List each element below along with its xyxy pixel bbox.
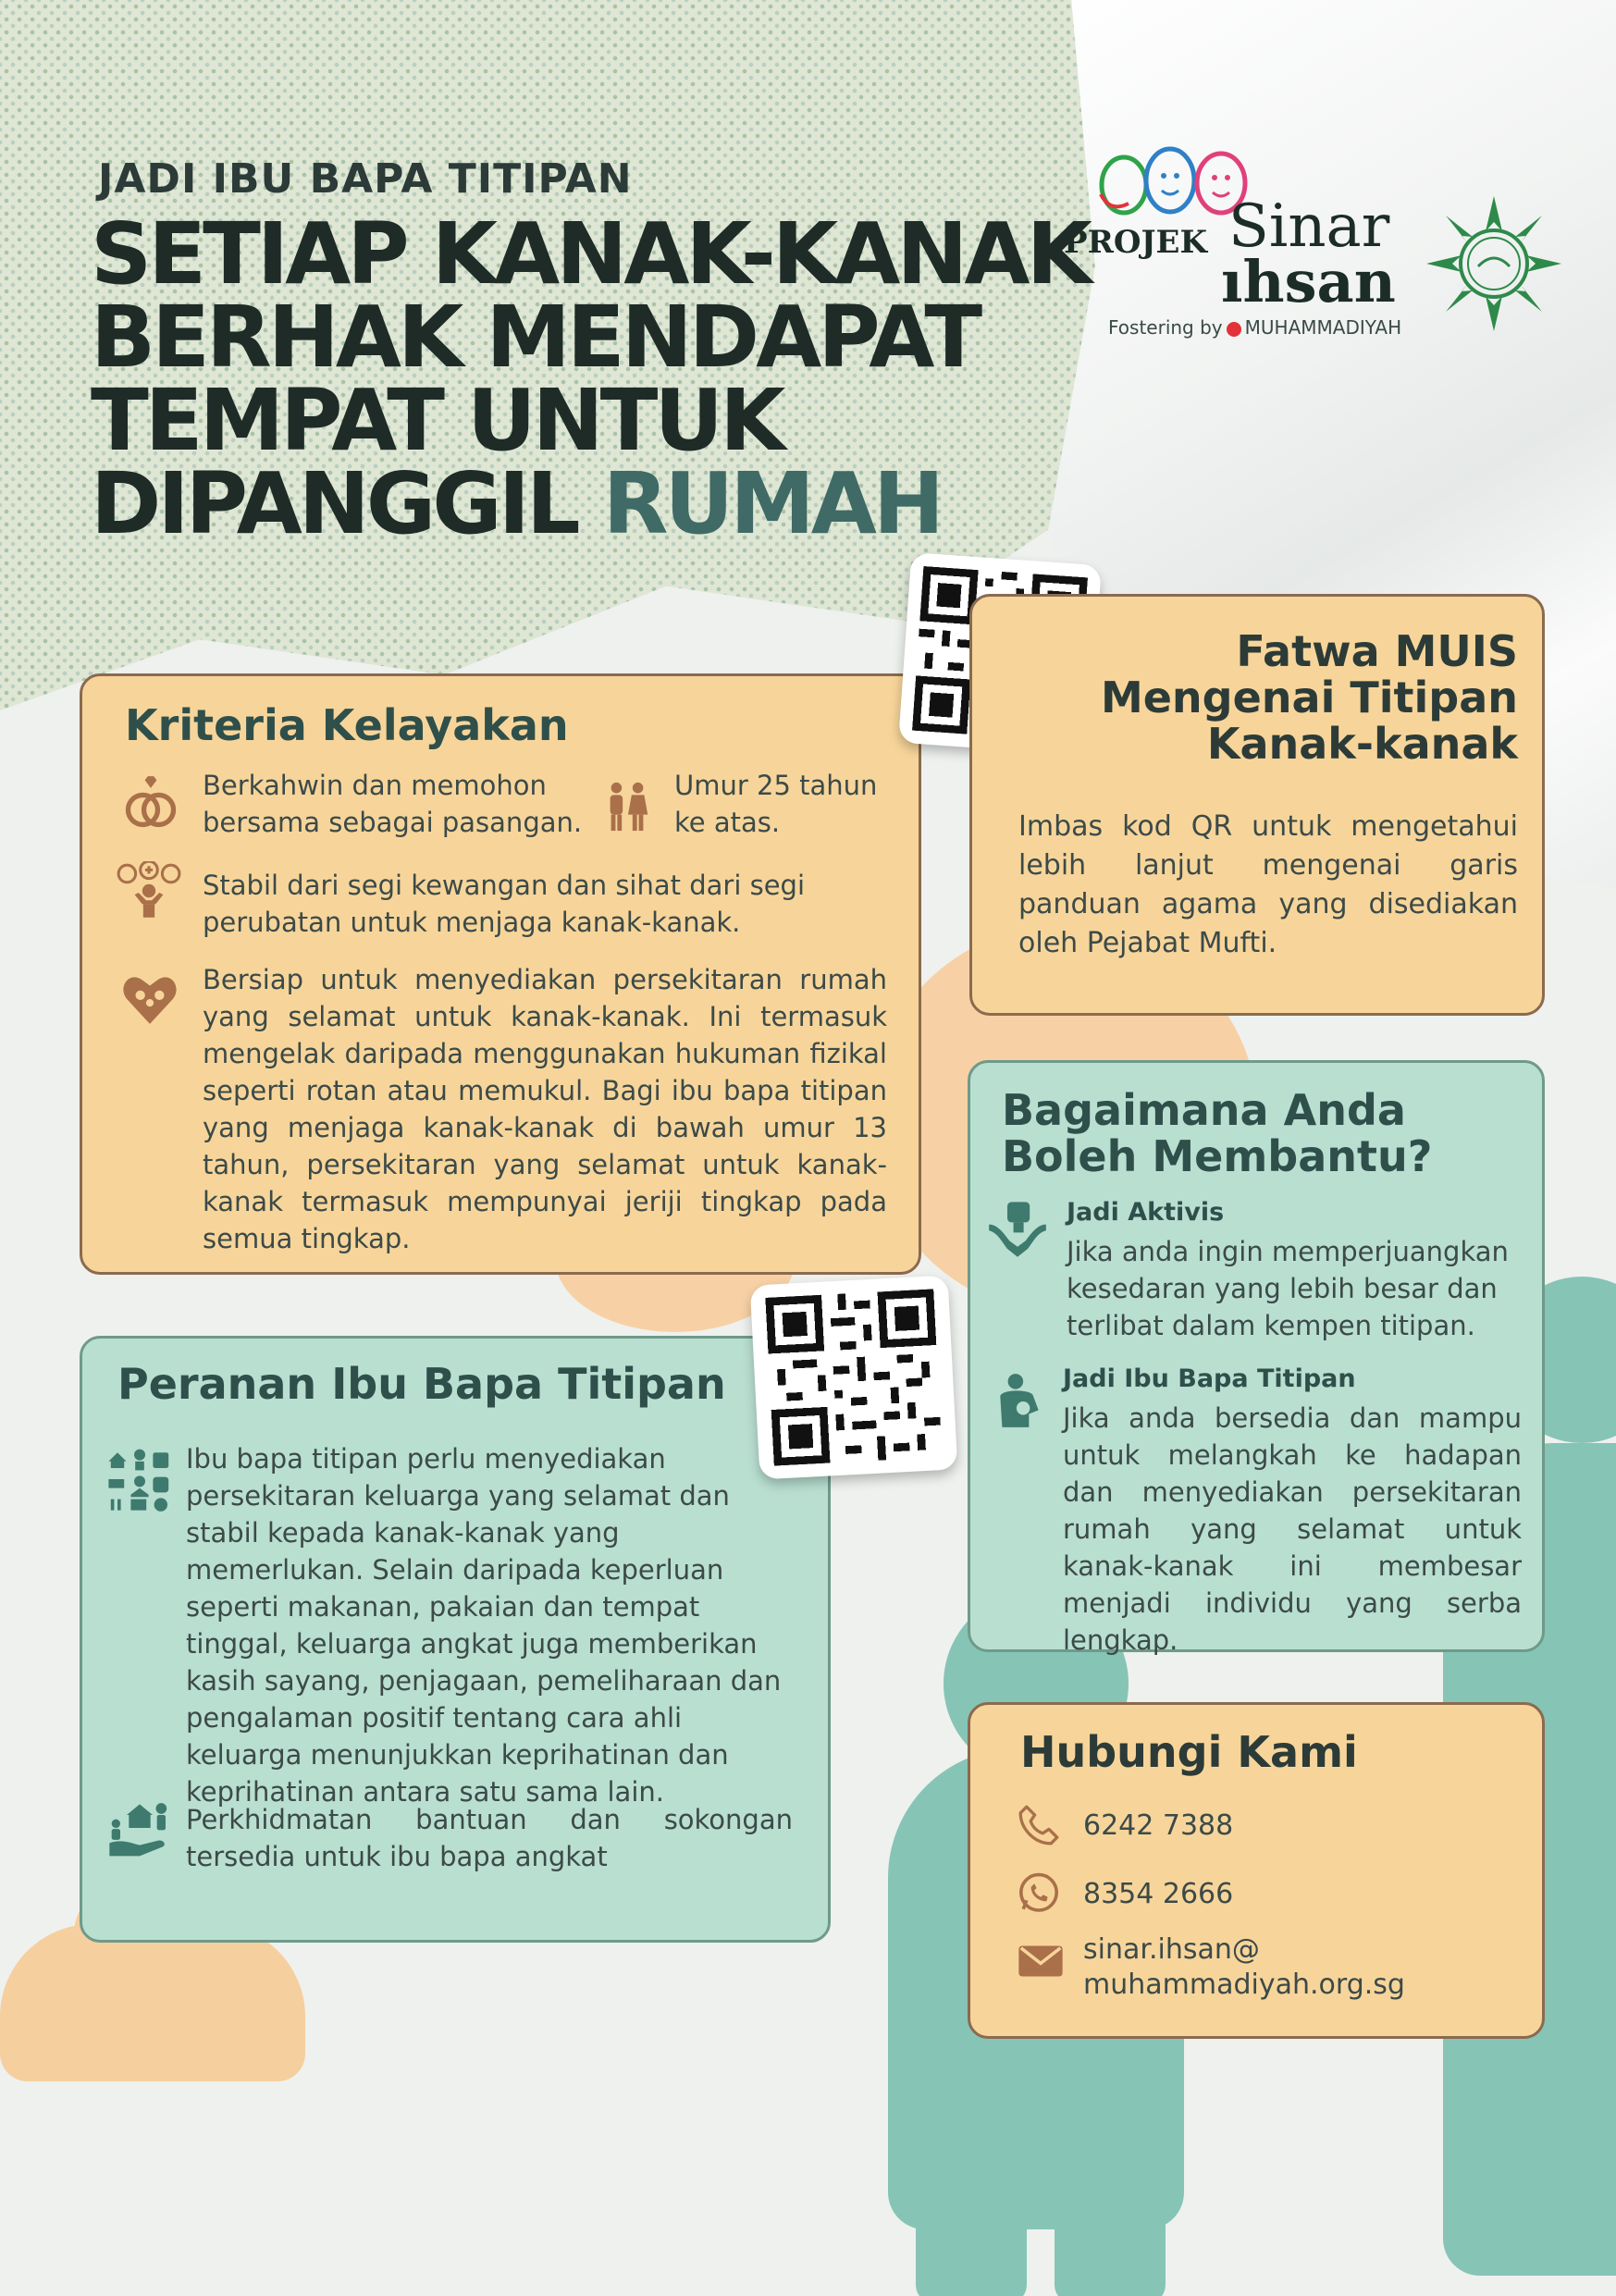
fatwa-title-line: Kanak-kanak	[1206, 719, 1518, 769]
bantu-item-text: Jika anda ingin memperjuangkan kesedaran yang lebih besar dan terlibat dalam kempen titipan.	[1067, 1236, 1509, 1341]
bantu-item-text: Jika anda bersedia dan mampu untuk melangkah ke hadapan dan menyediakan persekitaran rumah yang selamat untuk kanak-kanak ini membesar menjadi individu yang serba lengkap.	[1063, 1402, 1522, 1656]
peranan-title: Peranan Ibu Bapa Titipan	[117, 1359, 726, 1409]
family-heart-icon	[119, 970, 180, 1028]
whatsapp-number[interactable]: 8354 2666	[1083, 1878, 1234, 1910]
logo-projek: PROJEK	[1064, 224, 1207, 261]
family-figure-decoration	[916, 2128, 1027, 2296]
family-needs-icon	[106, 1446, 173, 1512]
bantu-item-heading: Jadi Ibu Bapa Titipan	[1063, 1364, 1356, 1393]
phone-number[interactable]: 6242 7388	[1083, 1809, 1234, 1842]
health-finance-icon	[116, 861, 182, 920]
cloud-decoration	[0, 1924, 305, 2081]
fatwa-title-line: Fatwa MUIS	[1236, 626, 1518, 676]
email-address[interactable]	[1083, 1932, 1405, 2003]
headline-line	[91, 454, 1089, 553]
poster-headline	[91, 204, 1089, 553]
headline-line: SETIAP KANAK-KANAK	[91, 204, 1089, 303]
red-dot-icon	[1227, 322, 1241, 337]
hubungi-title: Hubungi Kami	[1020, 1727, 1358, 1777]
headline-plain: DIPANGGIL	[91, 454, 577, 553]
kriteria-item: Bersiap untuk menyediakan persekitaran rumah yang selamat untuk kanak-kanak. Ini termasuk mengelak daripada menggunakan hukuman fizikal seperti rotan atau memukul. Bagi ibu bapa titipan yang menjaga kanak-kanak di bawah umur 13 tahun, persekitaran yang selamat untuk kanak-kanak termasuk mempunyai jeriji tingkap pada semua tingkap.	[203, 964, 887, 1254]
fatwa-body: Imbas kod QR untuk mengetahui lebih lanjut mengenai garis panduan agama yang disediakan oleh Pejabat Mufti.	[1018, 810, 1518, 959]
email-line: sinar.ihsan@	[1083, 1933, 1260, 1966]
bantu-title-line: Boleh Membantu?	[1002, 1131, 1433, 1181]
fatwa-title-line: Mengenai Titipan	[1100, 673, 1518, 722]
peranan-qr-code[interactable]	[750, 1276, 958, 1480]
email-icon	[1017, 1944, 1065, 1979]
bantu-item-heading: Jadi Aktivis	[1067, 1198, 1225, 1227]
peranan-card	[80, 1336, 831, 1943]
peranan-item: Ibu bapa titipan perlu menyediakan persekitaran keluarga yang selamat dan stabil kepada kanak-kanak yang memerlukan. Selain daripada keperluan seperti makanan, pakaian dan tempat tinggal, keluarga angkat juga memberikan kasih sayang, penjagaan, pemeliharaan dan pengalaman positif tentang cara ahli keluarga menunjukkan keprihatinan dan keprihatinan antara satu sama lain.	[186, 1443, 782, 1808]
whatsapp-icon	[1017, 1871, 1061, 1916]
projek-sinar-ihsan-logo	[1064, 139, 1554, 352]
bantu-title-line: Bagaimana Anda	[1002, 1085, 1406, 1135]
kriteria-item: Umur 25 tahun ke atas.	[674, 770, 878, 838]
muhammadiyah-emblem-icon	[1425, 194, 1563, 333]
org-name: MUHAMMADIYAH	[1244, 316, 1402, 339]
phone-icon	[1018, 1805, 1059, 1845]
couple-icon	[600, 776, 654, 835]
kriteria-title: Kriteria Kelayakan	[125, 700, 569, 750]
activist-fist-icon	[985, 1198, 1050, 1259]
logo-fostering-by	[1108, 316, 1401, 339]
family-figure-decoration	[1055, 2128, 1166, 2296]
bantu-title	[1002, 1087, 1432, 1179]
headline-accent: RUMAH	[602, 454, 941, 553]
email-line: muhammadiyah.org.sg	[1083, 1969, 1405, 2001]
fatwa-title	[1101, 628, 1518, 767]
poster-subtitle: JADI IBU BAPA TITIPAN	[98, 155, 633, 203]
qr-code-icon	[763, 1289, 944, 1465]
headline-line: BERHAK MENDAPAT	[91, 288, 980, 387]
hubungi-card	[968, 1702, 1545, 2039]
headline-line: TEMPAT UNTUK	[91, 371, 783, 470]
kriteria-item: Berkahwin dan memohon bersama sebagai pasangan.	[203, 770, 583, 838]
kriteria-card	[80, 673, 921, 1275]
peranan-item: Perkhidmatan bantuan dan sokongan tersedia untuk ibu bapa angkat	[186, 1804, 793, 1872]
wedding-rings-icon	[121, 774, 180, 833]
support-services-icon	[105, 1796, 175, 1860]
bantu-card	[968, 1060, 1545, 1656]
parent-child-icon	[991, 1368, 1048, 1433]
logo-ihsan: ıhsan	[1221, 248, 1396, 315]
kriteria-item: Stabil dari segi kewangan dan sihat dari segi perubatan untuk menjaga kanak-kanak.	[203, 870, 806, 938]
fostering-label: Fostering by	[1108, 316, 1223, 339]
fatwa-card	[969, 594, 1545, 1016]
logo-sinar: Sinar	[1228, 192, 1390, 261]
